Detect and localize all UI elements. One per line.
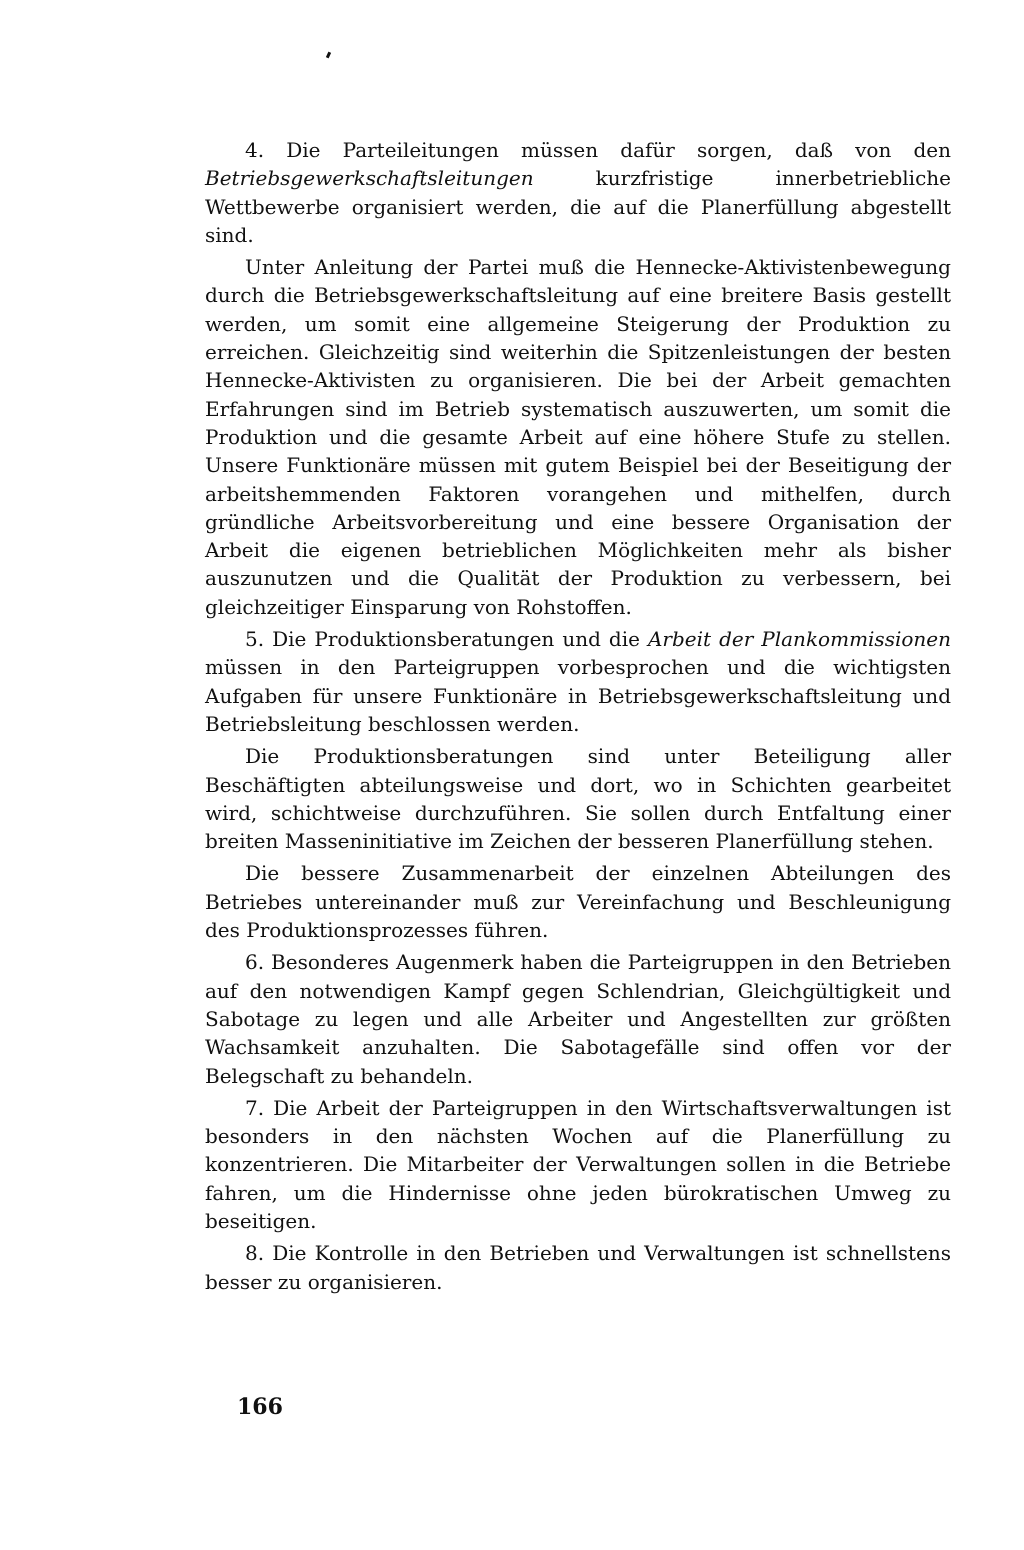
paragraph [205, 136, 951, 249]
ink-mark [326, 52, 331, 59]
page-number: 166 [237, 1394, 283, 1420]
italic-run: Arbeit der Plankommissionen [647, 627, 951, 652]
paragraph [205, 742, 951, 855]
text-run: müssen in den Parteigruppen vorbesprochen und die wichtigsten Aufgaben für unsere Funktionäre in Betriebsgewerkschaftsleitung und Betriebsleitung beschlossen werden. [205, 655, 951, 736]
paragraph [205, 1094, 951, 1235]
paragraph [205, 253, 951, 621]
text-run: 7. Die Arbeit der Parteigruppen in den Wirtschaftsverwaltungen ist besonders in den nächsten Wochen auf die Planerfüllung zu konzentrieren. Die Mitarbeiter der Verwaltungen sollen in die Betriebe fahren, um die Hindernisse ohne jeden bürokratischen Umweg zu beseitigen. [205, 1095, 951, 1233]
paragraph [205, 1239, 951, 1296]
paragraph [205, 859, 951, 944]
text-run: Die Produktionsberatungen sind unter Beteiligung aller Beschäftigten abteilungsweise und dort, wo in Schichten gearbeitet wird, schichtweise durchzuführen. Sie sollen durch Entfaltung einer breiten Masseninitiative im Zeichen der besseren Planerfüllung stehen. [205, 744, 951, 854]
text-run: 4. Die Parteileitungen müssen dafür sorgen, daß von den [245, 138, 951, 162]
paragraph [205, 625, 951, 738]
body-text [205, 136, 951, 1300]
text-run: kurzfristige innerbetriebliche Wettbewerbe organisiert werden, die auf die Planerfüllung abgestellt sind. [205, 166, 951, 247]
text-run: 5. Die Produktionsberatungen und die [245, 627, 648, 652]
paragraph [205, 948, 951, 1089]
text-run: 8. Die Kontrolle in den Betrieben und Verwaltungen ist schnellstens besser zu organisieren. [205, 1241, 951, 1294]
text-run: Unter Anleitung der Partei muß die Hennecke-Aktivistenbewegung durch die Betriebsgewerkschaftsleitung auf eine breitere Basis gestellt werden, um somit eine allgemeine Steigerung der Produktion zu erreichen. Gleichzeitig sind weiterhin die Spitzenleistungen der besten Hennecke-Aktivisten zu organisieren. Die bei der Arbeit gemachten Erfahrungen sind im Betrieb systematisch auszuwerten, um somit die Produktion und die gesamte Arbeit auf eine höhere Stufe zu stellen. Unsere Funktionäre müssen mit gutem Beispiel bei der Beseitigung der arbeitshemmenden Faktoren vorangehen und mithelfen, durch gründliche Arbeitsvorbereitung und eine bessere Organisation der Arbeit die eigenen betrieblichen Möglichkeiten mehr als bisher auszunutzen und die Qualität der Produktion zu verbessern, bei gleichzeitiger Einsparung von Rohstoffen. [205, 255, 951, 619]
italic-run: Betriebsgewerkschaftsleitungen [205, 166, 534, 191]
text-run: 6. Besonderes Augenmerk haben die Parteigruppen in den Betrieben auf den notwendigen Kampf gegen Schlendrian, Gleichgültigkeit und Sabotage zu legen und alle Arbeiter und Angestellten zur größten Wachsamkeit anzuhalten. Die Sabotagefälle sind offen vor der Belegschaft zu behandeln. [205, 950, 951, 1088]
text-run: Die bessere Zusammenarbeit der einzelnen Abteilungen des Betriebes untereinander muß zur Vereinfachung und Beschleunigung des Produktionsprozesses führen. [205, 861, 951, 943]
